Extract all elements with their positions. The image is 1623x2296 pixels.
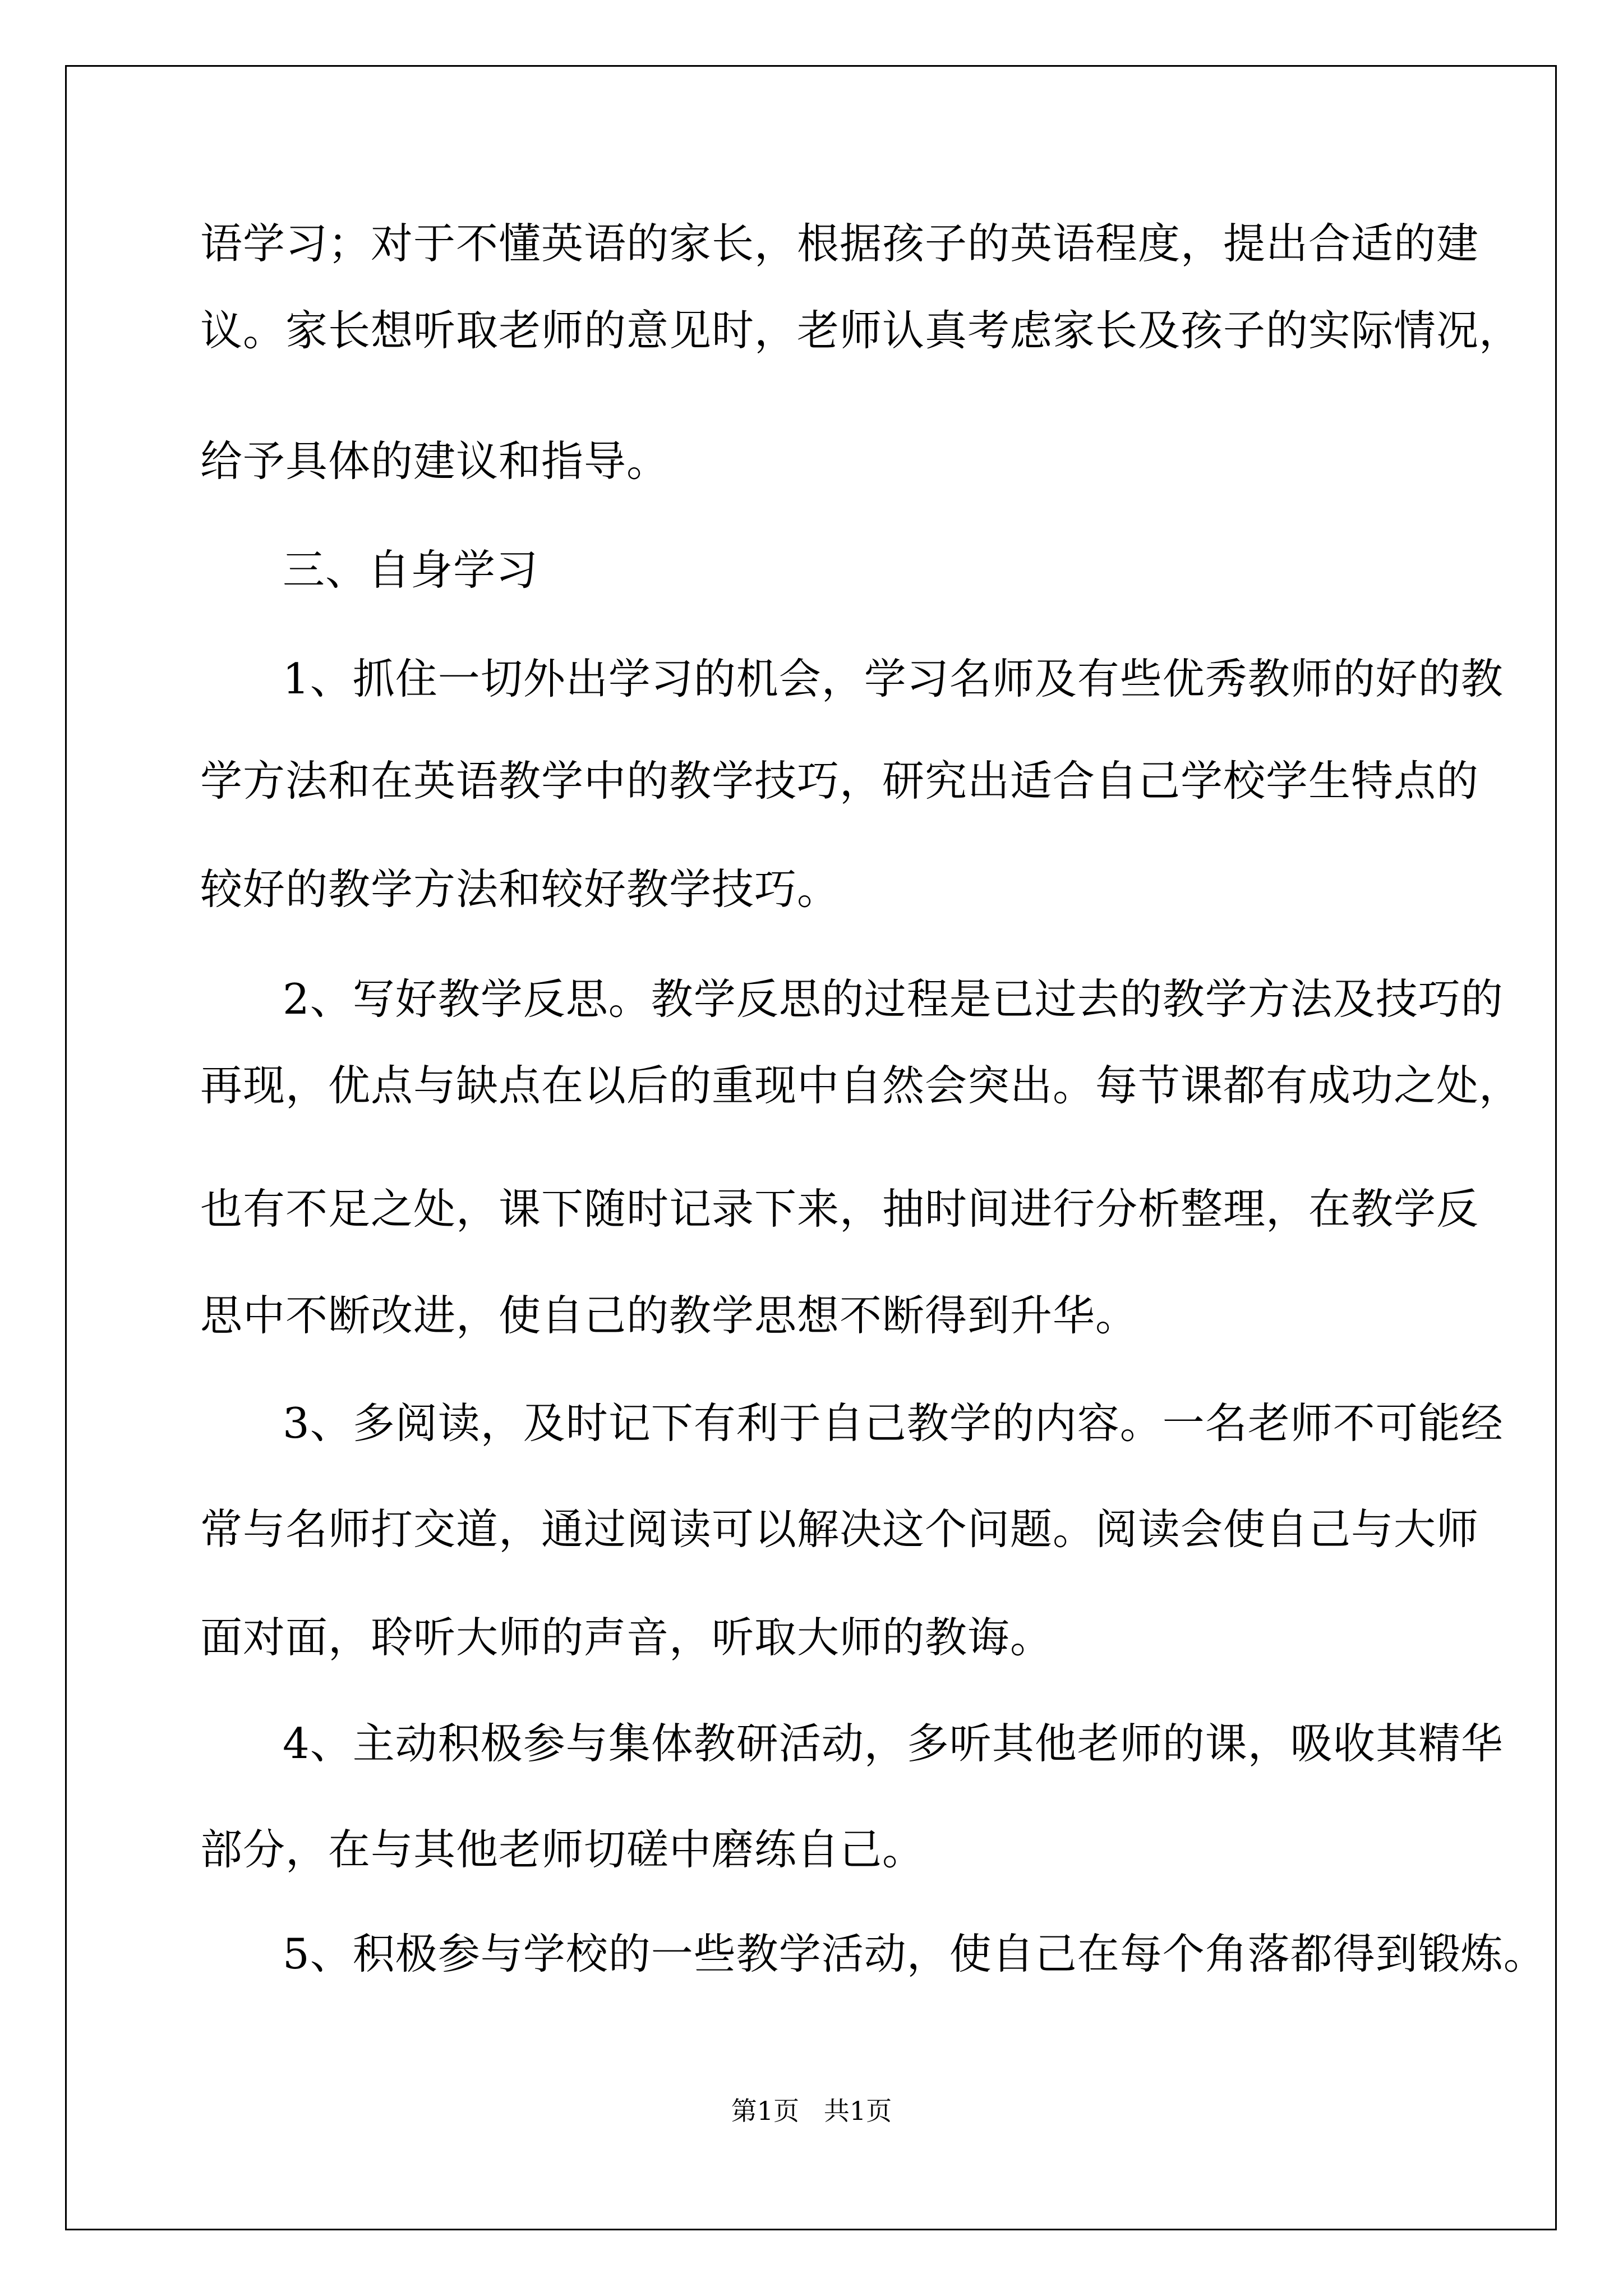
page-number: 第1页 共1页 (731, 2096, 892, 2126)
text-line: 再现，优点与缺点在以后的重现中自然会突出。每节课都有成功之处， (200, 1061, 1522, 1110)
text-line: 给予具体的建议和指导。 (200, 436, 670, 486)
text-line: 3、多阅读，及时记下有利于自己教学的内容。一名老师不可能经 (283, 1398, 1504, 1448)
text-line: 4、主动积极参与集体教研活动，多听其他老师的课，吸收其精华 (283, 1719, 1504, 1768)
text-line: 2、写好教学反思。教学反思的过程是已过去的教学方法及技巧的 (283, 974, 1504, 1024)
text-line: 议。家长想听取老师的意见时，老师认真考虑家长及孩子的实际情况， (200, 306, 1522, 355)
text-line: 语学习；对于不懂英语的家长，根据孩子的英语程度，提出合适的建 (200, 219, 1479, 268)
text-line: 面对面，聆听大师的声音，听取大师的教诲。 (200, 1613, 1053, 1662)
text-line: 1、抓住一切外出学习的机会，学习名师及有些优秀教师的好的教 (283, 654, 1504, 703)
text-line: 部分，在与其他老师切磋中磨练自己。 (200, 1825, 925, 1874)
text-line: 较好的教学方法和较好教学技巧。 (200, 864, 840, 914)
text-line: 也有不足之处，课下随时记录下来，抽时间进行分析整理，在教学反 (200, 1184, 1479, 1234)
text-line: 常与名师打交道，通过阅读可以解决这个问题。阅读会使自己与大师 (200, 1504, 1479, 1554)
page-border (65, 65, 1557, 2230)
text-line: 思中不断改进，使自己的教学思想不断得到升华。 (200, 1291, 1138, 1340)
text-line: 学方法和在英语教学中的教学技巧，研究出适合自己学校学生特点的 (200, 756, 1479, 806)
text-line: 5、积极参与学校的一些教学活动，使自己在每个角落都得到锻炼。 (283, 1929, 1546, 1978)
section-heading: 三、自身学习 (283, 545, 539, 595)
